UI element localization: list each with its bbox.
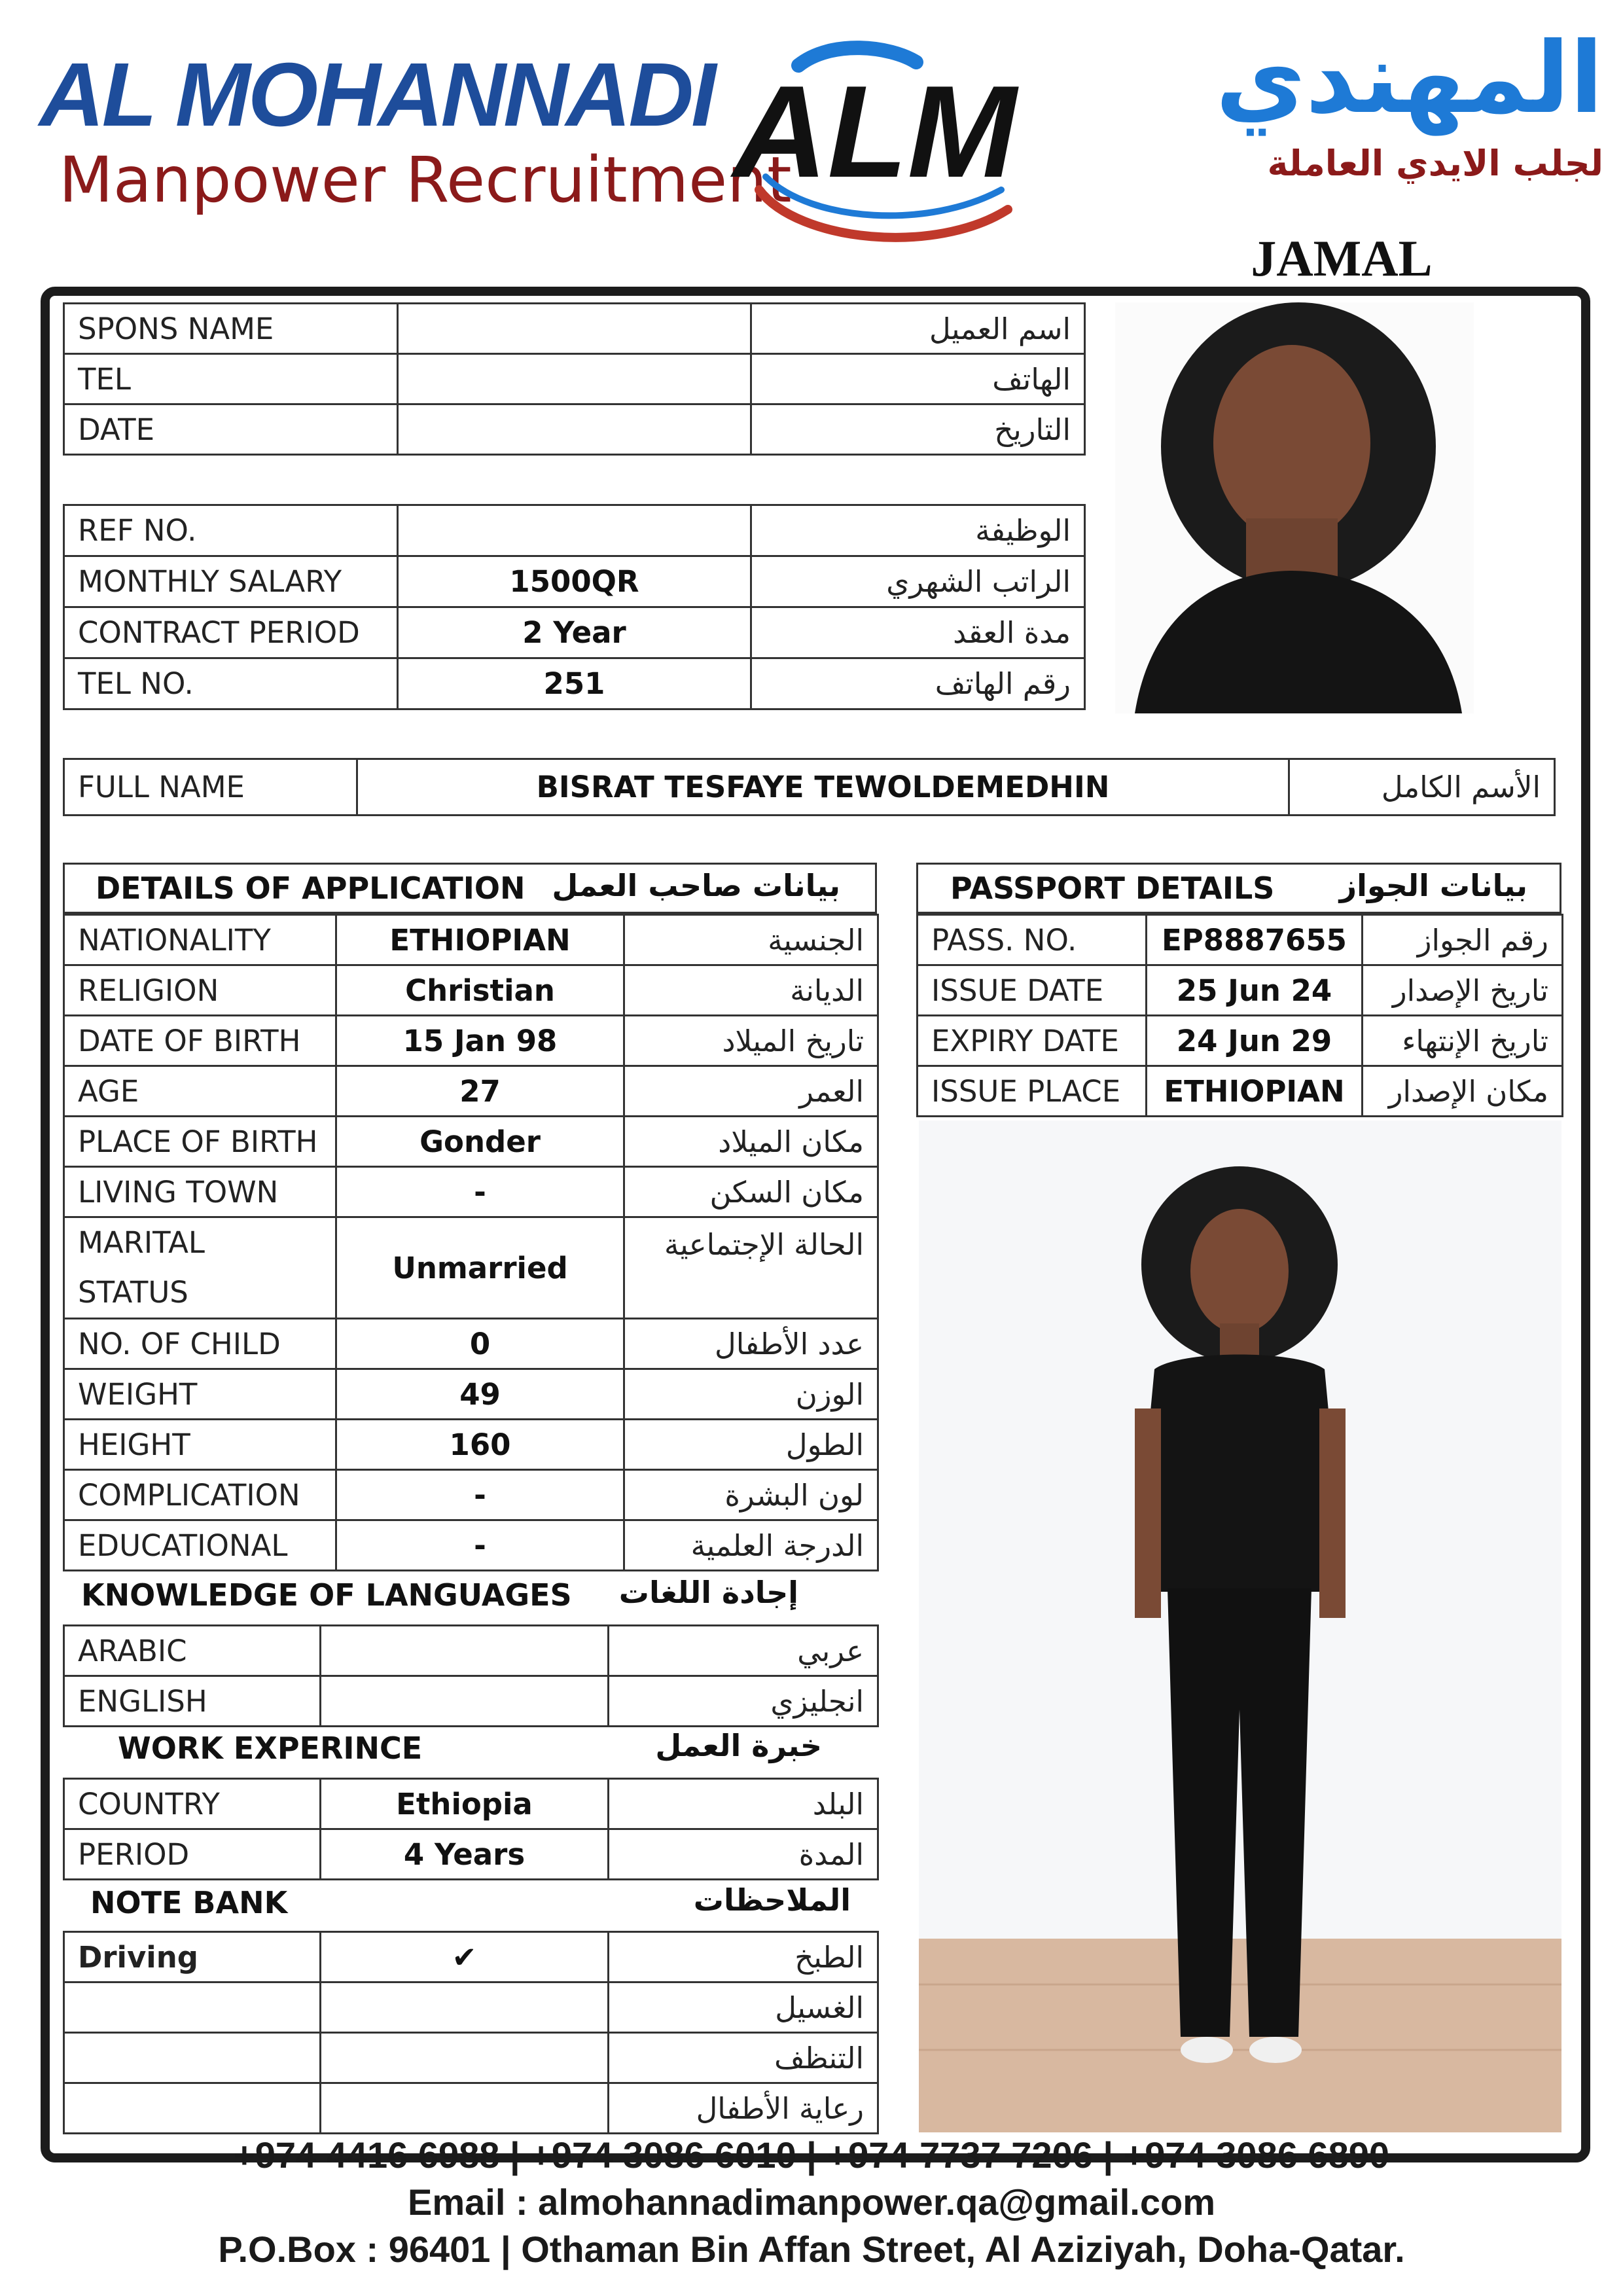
sponsor-tel-label: TEL xyxy=(64,354,398,404)
note-value xyxy=(321,1982,609,2033)
issue-place-value: ETHIOPIAN xyxy=(1147,1066,1363,1117)
portrait-photo xyxy=(1115,302,1474,713)
weight-label: WEIGHT xyxy=(64,1369,336,1420)
english-value xyxy=(321,1676,609,1727)
children-value: 0 xyxy=(336,1319,624,1369)
note-childcare-label-ar: رعاية الأطفال xyxy=(609,2083,878,2134)
expiry-date-label-ar: تاريخ الإنتهاء xyxy=(1363,1016,1563,1066)
table-row xyxy=(64,404,1085,455)
table-row xyxy=(64,354,1085,404)
marital-label-line1: MARITAL xyxy=(78,1225,205,1260)
notes-table xyxy=(63,1931,879,2134)
table-row xyxy=(64,1520,878,1571)
nationality-value: ETHIOPIAN xyxy=(336,915,624,965)
religion-label: RELIGION xyxy=(64,965,336,1016)
tel-no-value: 251 xyxy=(398,658,751,709)
place-of-birth-value: Gonder xyxy=(336,1117,624,1167)
full-name-label: FULL NAME xyxy=(64,759,357,816)
age-label-ar: العمر xyxy=(624,1066,878,1117)
ref-no-label: REF NO. xyxy=(64,505,398,556)
dob-value: 15 Jan 98 xyxy=(336,1016,624,1066)
issue-place-label: ISSUE PLACE xyxy=(918,1066,1147,1117)
table-row xyxy=(64,1420,878,1470)
sponsor-date-label: DATE xyxy=(64,404,398,455)
note-value xyxy=(321,2033,609,2083)
note-label xyxy=(64,1982,321,2033)
tel-no-label-ar: رقم الهاتف xyxy=(751,658,1085,709)
educational-label-ar: الدرجة العلمية xyxy=(624,1520,878,1571)
note-label xyxy=(64,2083,321,2134)
expiry-date-value: 24 Jun 29 xyxy=(1147,1016,1363,1066)
footer-address: P.O.Box : 96401 | Othaman Bin Affan Street, Al Aziziyah, Doha-Qatar. xyxy=(218,2229,1405,2270)
religion-label-ar: الديانة xyxy=(624,965,878,1016)
place-of-birth-label-ar: مكان الميلاد xyxy=(624,1117,878,1167)
country-value: Ethiopia xyxy=(321,1779,609,1829)
table-row xyxy=(64,1829,878,1880)
complication-label: COMPLICATION xyxy=(64,1470,336,1520)
table-row xyxy=(64,1016,878,1066)
table-row xyxy=(64,1369,878,1420)
company-logo-ar xyxy=(1041,20,1603,190)
table-row xyxy=(64,1932,878,1982)
sponsor-name-label: SPONS NAME xyxy=(64,304,398,354)
alm-logo-mark xyxy=(720,26,1060,249)
table-row xyxy=(64,607,1085,658)
agent-name: JAMAL xyxy=(1251,230,1433,287)
living-town-label-ar: مكان السكن xyxy=(624,1167,878,1217)
table-row xyxy=(64,1676,878,1727)
dob-label: DATE OF BIRTH xyxy=(64,1016,336,1066)
experience-table xyxy=(63,1778,879,1880)
educational-label: EDUCATIONAL xyxy=(64,1520,336,1571)
company-name-en: AL MOHANNADI xyxy=(39,45,714,145)
note-washing-label-ar: الغسيل xyxy=(609,1982,878,2033)
experience-title: WORK EXPERINCE xyxy=(118,1731,423,1766)
complication-value: - xyxy=(336,1470,624,1520)
application-title: DETAILS OF APPLICATION xyxy=(96,870,526,906)
notes-title-ar: الملاحظات xyxy=(693,1882,851,1918)
note-label xyxy=(64,2033,321,2083)
marital-status-value: Unmarried xyxy=(336,1217,624,1319)
sponsor-date-label-ar: التاريخ xyxy=(751,404,1085,455)
ref-no-value xyxy=(398,505,751,556)
company-logo-en xyxy=(39,46,792,216)
sponsor-tel-value xyxy=(398,354,751,404)
full-name-value: BISRAT TESFAYE TEWOLDEMEDHIN xyxy=(357,759,1289,816)
expiry-date-label: EXPIRY DATE xyxy=(918,1016,1147,1066)
table-row xyxy=(64,1217,878,1319)
country-label-ar: البلد xyxy=(609,1779,878,1829)
table-row xyxy=(918,965,1563,1016)
table-row xyxy=(64,2033,878,2083)
living-town-label: LIVING TOWN xyxy=(64,1167,336,1217)
table-row xyxy=(64,1470,878,1520)
company-name-ar: المهندي xyxy=(1215,22,1603,135)
dob-label-ar: تاريخ الميلاد xyxy=(624,1016,878,1066)
height-value: 160 xyxy=(336,1420,624,1470)
passport-no-label: PASS. NO. xyxy=(918,915,1147,965)
company-subtitle-ar: لجلب الايدي العاملة xyxy=(1267,143,1603,184)
languages-title: KNOWLEDGE OF LANGUAGES xyxy=(81,1577,572,1613)
table-row xyxy=(64,1167,878,1217)
passport-no-value: EP8887655 xyxy=(1147,915,1363,965)
table-row xyxy=(64,1066,878,1117)
table-row xyxy=(64,759,1555,816)
note-cooking-label-ar: الطبخ xyxy=(609,1932,878,1982)
country-label: COUNTRY xyxy=(64,1779,321,1829)
nationality-label: NATIONALITY xyxy=(64,915,336,965)
table-row xyxy=(918,1066,1563,1117)
living-town-value: - xyxy=(336,1167,624,1217)
note-value xyxy=(321,2083,609,2134)
sponsor-table xyxy=(63,302,1086,456)
passport-no-label-ar: رقم الجواز xyxy=(1363,915,1563,965)
arabic-label: ARABIC xyxy=(64,1626,321,1676)
table-row xyxy=(64,1117,878,1167)
company-subtitle-en: Manpower Recruitment xyxy=(59,143,792,217)
salary-value: 1500QR xyxy=(398,556,751,607)
sponsor-name-label-ar: اسم العميل xyxy=(751,304,1085,354)
experience-title-ar: خبرة العمل xyxy=(655,1728,822,1763)
table-row xyxy=(64,965,878,1016)
check-icon: ✔ xyxy=(321,1932,609,1982)
table-row xyxy=(918,915,1563,965)
application-title-ar: بيانات صاحب العمل xyxy=(552,868,840,903)
issue-date-value: 25 Jun 24 xyxy=(1147,965,1363,1016)
issue-date-label: ISSUE DATE xyxy=(918,965,1147,1016)
full-name-table xyxy=(63,758,1556,816)
weight-value: 49 xyxy=(336,1369,624,1420)
table-row xyxy=(64,1779,878,1829)
table-row xyxy=(64,915,878,965)
table-row xyxy=(64,1319,878,1369)
job-table xyxy=(63,504,1086,710)
contract-period-label: CONTRACT PERIOD xyxy=(64,607,398,658)
full-name-label-ar: الأسم الكامل xyxy=(1289,759,1555,816)
salary-label: MONTHLY SALARY xyxy=(64,556,398,607)
arabic-label-ar: عربي xyxy=(609,1626,878,1676)
note-driving-label: Driving xyxy=(64,1932,321,1982)
table-row xyxy=(918,1016,1563,1066)
arabic-value xyxy=(321,1626,609,1676)
english-label-ar: انجليزي xyxy=(609,1676,878,1727)
ref-no-label-ar: الوظيفة xyxy=(751,505,1085,556)
sponsor-tel-label-ar: الهاتف xyxy=(751,354,1085,404)
contract-period-label-ar: مدة العقد xyxy=(751,607,1085,658)
languages-table xyxy=(63,1624,879,1727)
table-row xyxy=(64,1626,878,1676)
notes-title: NOTE BANK xyxy=(90,1885,288,1920)
contract-period-value: 2 Year xyxy=(398,607,751,658)
languages-title-ar: إجادة اللغات xyxy=(618,1575,798,1610)
age-value: 27 xyxy=(336,1066,624,1117)
footer-email: Email : almohannadimanpower.qa@gmail.com xyxy=(408,2181,1215,2223)
table-row xyxy=(64,505,1085,556)
salary-label-ar: الراتب الشهري xyxy=(751,556,1085,607)
sponsor-name-value xyxy=(398,304,751,354)
period-value: 4 Years xyxy=(321,1829,609,1880)
english-label: ENGLISH xyxy=(64,1676,321,1727)
table-row xyxy=(64,556,1085,607)
religion-value: Christian xyxy=(336,965,624,1016)
full-body-photo xyxy=(919,1121,1561,2132)
application-table xyxy=(63,914,879,1571)
issue-place-label-ar: مكان الإصدار xyxy=(1363,1066,1563,1117)
marital-status-label xyxy=(64,1217,336,1319)
educational-value: - xyxy=(336,1520,624,1571)
note-cleaning-label-ar: التنظف xyxy=(609,2033,878,2083)
age-label: AGE xyxy=(64,1066,336,1117)
period-label: PERIOD xyxy=(64,1829,321,1880)
footer-phones: +974 4416 6988 | +974 3086 6010 | +974 7737 7206 | +974 3086 6890 xyxy=(234,2134,1389,2176)
passport-title-ar: بيانات الجواز xyxy=(1339,868,1527,903)
issue-date-label-ar: تاريخ الإصدار xyxy=(1363,965,1563,1016)
nationality-label-ar: الجنسية xyxy=(624,915,878,965)
height-label-ar: الطول xyxy=(624,1420,878,1470)
passport-table xyxy=(916,914,1563,1117)
logo-alm-text: ALM xyxy=(733,59,1017,205)
marital-label-line2: STATUS xyxy=(78,1275,188,1310)
table-row xyxy=(64,304,1085,354)
table-row xyxy=(64,1982,878,2033)
weight-label-ar: الوزن xyxy=(624,1369,878,1420)
passport-title: PASSPORT DETAILS xyxy=(950,870,1275,906)
sponsor-date-value xyxy=(398,404,751,455)
complication-label-ar: لون البشرة xyxy=(624,1470,878,1520)
marital-status-label-ar: الحالة الإجتماعية xyxy=(624,1217,878,1319)
table-row xyxy=(64,2083,878,2134)
tel-no-label: TEL NO. xyxy=(64,658,398,709)
children-label: NO. OF CHILD xyxy=(64,1319,336,1369)
children-label-ar: عدد الأطفال xyxy=(624,1319,878,1369)
place-of-birth-label: PLACE OF BIRTH xyxy=(64,1117,336,1167)
period-label-ar: المدة xyxy=(609,1829,878,1880)
height-label: HEIGHT xyxy=(64,1420,336,1470)
table-row xyxy=(64,658,1085,709)
